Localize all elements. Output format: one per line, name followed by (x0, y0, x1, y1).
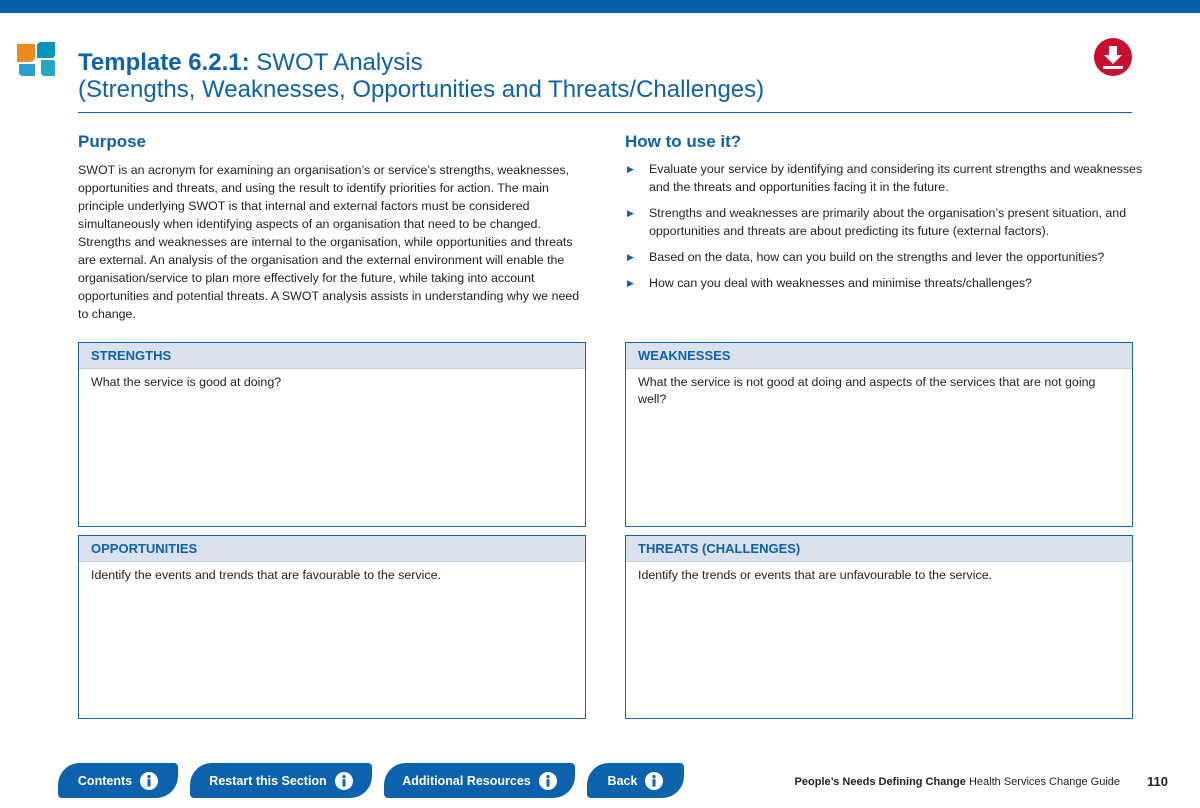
info-icon (539, 772, 557, 790)
purpose-heading: Purpose (78, 132, 147, 151)
back-label: Back (607, 773, 638, 788)
bullet-icon: ▶ (627, 208, 634, 218)
info-icon (645, 772, 663, 790)
top-bar (0, 0, 1200, 13)
footer-brand: People’s Needs Defining Change (794, 776, 966, 788)
list-item: ▶ Strengths and weaknesses are primarily about the organisation’s present situation, and opportunities and threats are about predicting its future (external factors). (627, 206, 1127, 238)
download-icon[interactable] (1094, 38, 1132, 76)
footer-guide: Health Services Change Guide (968, 776, 1120, 788)
bullet-icon: ▶ (627, 278, 634, 288)
restart-section-button[interactable] (190, 763, 372, 798)
how-to-heading: How to use it? (625, 132, 742, 151)
contents-button[interactable] (58, 763, 178, 798)
bullet-icon: ▶ (627, 252, 634, 262)
strengths-box[interactable] (78, 342, 586, 527)
footer-title (770, 776, 1120, 788)
list-item: ▶ How can you deal with weaknesses and minimise threats/challenges? (627, 276, 1032, 290)
page-title (78, 49, 978, 103)
template-label: Template 6.2.1: (78, 49, 250, 76)
contents-label: Contents (77, 773, 133, 788)
additional-resources-button[interactable] (384, 763, 575, 798)
threats-prompt: Identify the trends or events that are unfavourable to the service. (638, 568, 993, 582)
restart-label: Restart this Section (209, 773, 327, 788)
info-icon (335, 772, 353, 790)
weaknesses-title: WEAKNESSES (626, 343, 1132, 369)
title-divider (78, 112, 1132, 113)
page-number: 110 (1147, 774, 1168, 789)
opportunities-box[interactable] (78, 535, 586, 719)
strengths-prompt: What the service is good at doing? (91, 375, 282, 389)
title-subtitle: (Strengths, Weaknesses, Opportunities and Threats/Challenges) (78, 76, 765, 103)
hse-logo-icon (15, 42, 69, 78)
bullet-icon: ▶ (627, 164, 634, 174)
opportunities-prompt: Identify the events and trends that are favourable to the service. (91, 568, 441, 582)
list-item: ▶ Based on the data, how can you build on the strengths and lever the opportunities? (627, 250, 1105, 264)
title-main: SWOT Analysis (256, 49, 423, 76)
weaknesses-prompt: What the service is not good at doing and aspects of the services that are not going well? (638, 375, 1096, 406)
purpose-text: SWOT is an acronym for examining an organisation’s or service’s strengths, weaknesses, opportunities and threats, and using the result to identify priorities for action. The main principle underlying SWOT is that internal and external factors must be considered simultaneously when identifying aspects of an organisation that need to be changed. Strengths and weaknesses are internal to the organisation, while opportunities and threats are external. An analysis of the organisation and the external environment will enable the organisation/service to plan more effectively for the future, while taking into account opportunities and potential threats. A SWOT analysis assists in understanding why we need to change. (78, 163, 580, 321)
list-item: ▶ Evaluate your service by identifying and considering its current strengths and weaknesses and the threats and opportunities facing it in the future. (627, 162, 1143, 194)
strengths-title: STRENGTHS (79, 343, 585, 369)
back-button[interactable] (587, 763, 684, 798)
threats-title: THREATS (CHALLENGES) (626, 536, 1132, 562)
how-to-list (625, 160, 1145, 300)
opportunities-title: OPPORTUNITIES (79, 536, 585, 562)
threats-box[interactable] (625, 535, 1133, 719)
info-icon (140, 772, 158, 790)
weaknesses-box[interactable] (625, 342, 1133, 527)
resources-label: Additional Resources (402, 773, 531, 788)
